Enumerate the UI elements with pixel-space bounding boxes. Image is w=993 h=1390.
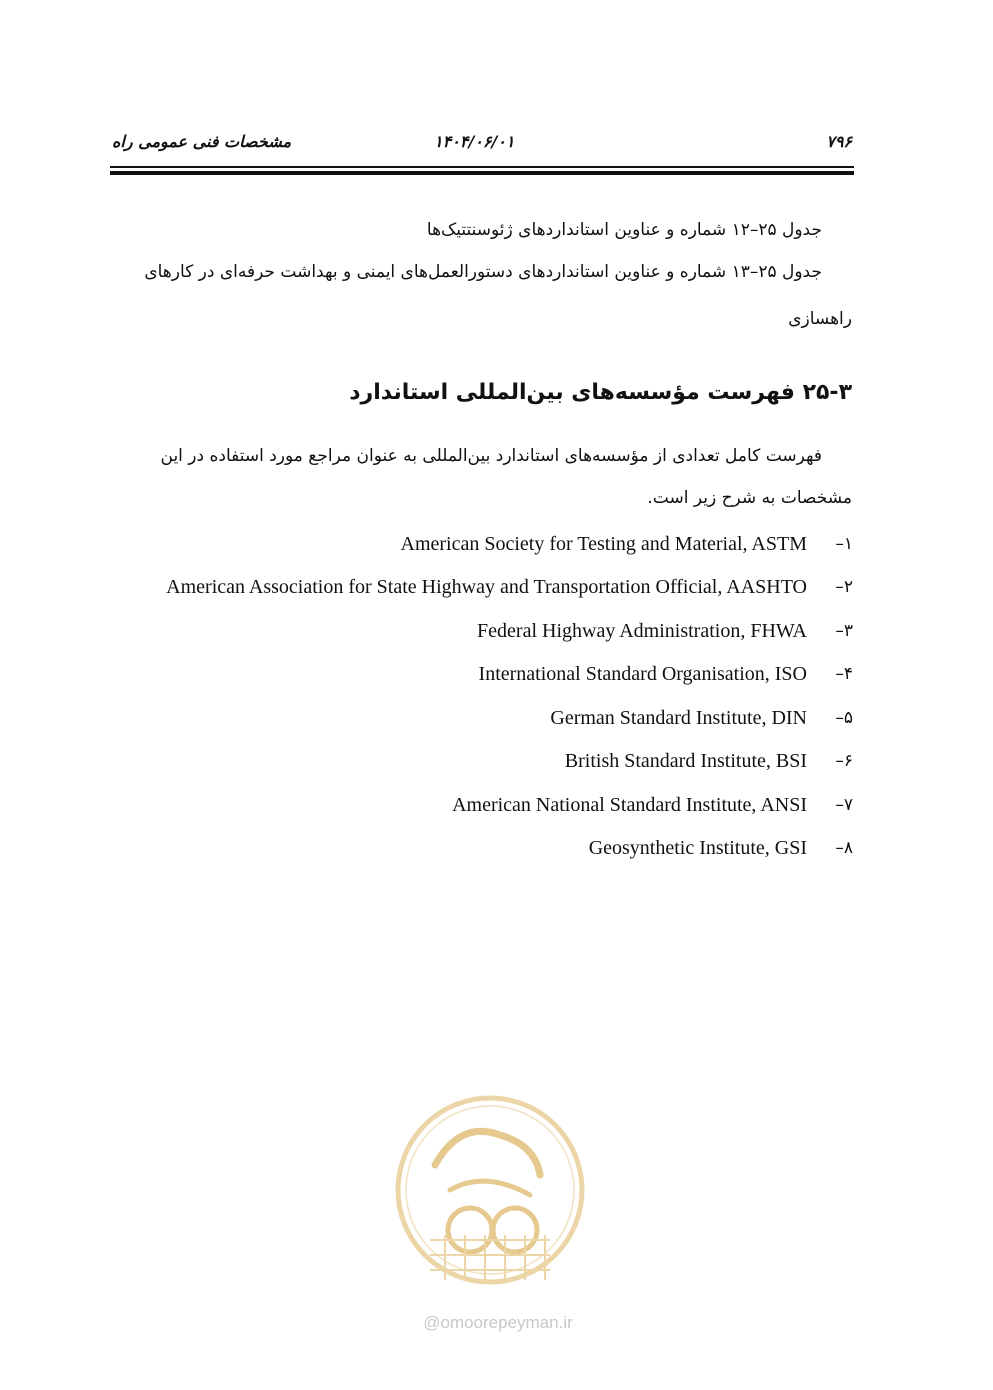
table-caption-continued: راهسازی: [788, 309, 852, 329]
reference-name: German Standard Institute, DIN: [550, 706, 807, 729]
list-item: [452, 793, 853, 817]
table-caption: جدول ۲۵–۱۳ شماره و عناوین استانداردهای دستورالعمل‌های ایمنی و بهداشت حرفه‌ای در کارهای: [144, 262, 822, 282]
reference-number: ۵–: [835, 708, 853, 728]
reference-number: ۳–: [835, 621, 853, 641]
list-item: [477, 619, 853, 643]
list-item: [564, 749, 853, 773]
list-item: [588, 836, 853, 860]
section-heading: ۲۵-۳ فهرست مؤسسه‌های بین‌المللی استاندارد: [349, 380, 852, 405]
list-item: [550, 706, 853, 730]
list-item: [400, 532, 853, 556]
reference-number: ۱–: [835, 534, 853, 554]
header-title: مشخصات فنی عمومی راه: [112, 132, 292, 151]
header-rule-thin: [110, 166, 854, 168]
reference-name: American Society for Testing and Material, ASTM: [400, 532, 807, 555]
intro-paragraph-line: مشخصات به شرح زیر است.: [647, 488, 852, 508]
page-header: [112, 128, 852, 158]
reference-number: ۴–: [835, 664, 853, 684]
reference-name: Geosynthetic Institute, GSI: [588, 836, 807, 859]
reference-name: International Standard Organisation, ISO: [478, 662, 807, 685]
table-caption: جدول ۲۵–۱۲ شماره و عناوین استانداردهای ژئوسنتتیک‌ها: [426, 220, 822, 240]
reference-number: ۶–: [835, 751, 853, 771]
reference-number: ۸–: [835, 838, 853, 858]
page-number: ۷۹۶: [826, 132, 852, 151]
list-item: [166, 575, 853, 599]
watermark-text: @omoorepeyman.ir: [423, 1313, 573, 1332]
reference-name: Federal Highway Administration, FHWA: [477, 619, 807, 642]
list-item: [478, 662, 853, 686]
watermark-logo-icon: [390, 1090, 590, 1290]
reference-name: British Standard Institute, BSI: [564, 749, 807, 772]
reference-number: ۷–: [835, 795, 853, 815]
reference-number: ۲–: [835, 577, 853, 597]
header-date: ۱۴۰۴/۰۶/۰۱: [434, 132, 515, 151]
intro-paragraph-line: فهرست کامل تعدادی از مؤسسه‌های استاندارد بین‌المللی به عنوان مراجع مورد استفاده در این: [160, 446, 822, 466]
reference-name: American Association for State Highway and Transportation Official, AASHTO: [166, 575, 807, 598]
reference-name: American National Standard Institute, ANSI: [452, 793, 807, 816]
header-rule-thick: [110, 171, 854, 175]
